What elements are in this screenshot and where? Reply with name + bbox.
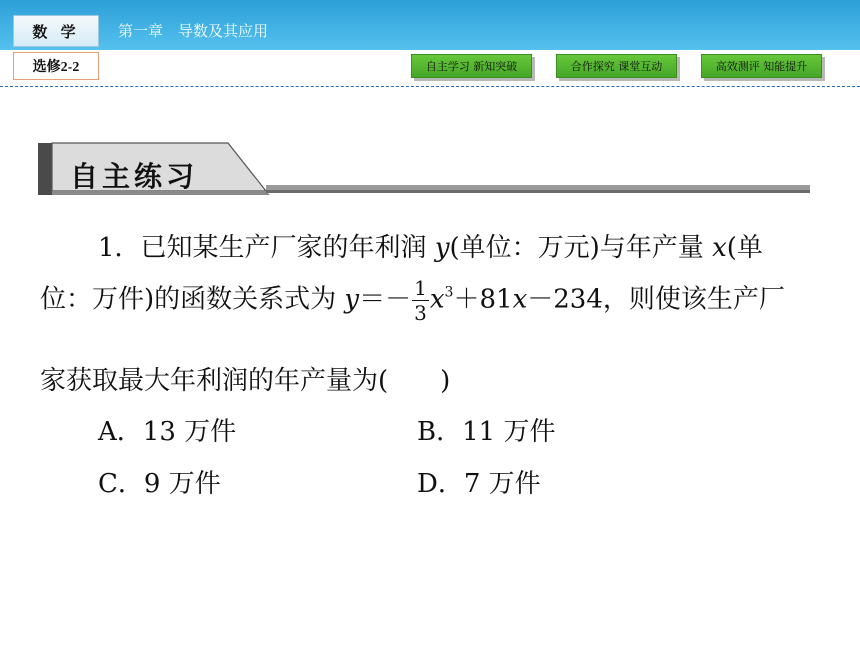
question-line-3: 家获取最大年利润的年产量为( ) [40, 366, 451, 396]
fraction-denominator: 3 [414, 301, 427, 325]
question-text: －234，则使该生产厂 [527, 284, 785, 315]
variable-x: x [512, 284, 528, 315]
variable-x: x [712, 233, 727, 263]
equals-minus: ＝－ [359, 284, 412, 315]
option-b[interactable]: B．11 万件 [417, 417, 556, 447]
question-text: (单位：万元)与年产量 [449, 233, 713, 263]
course-label: 选修2-2 [13, 52, 99, 80]
question-text: 1．已知某生产厂家的年利润 [98, 233, 435, 263]
section-title: 自主练习 [70, 160, 199, 193]
nav-button-cooperative-inquiry[interactable]: 合作探究 课堂互动 [556, 54, 677, 78]
subject-label: 数 学 [13, 15, 99, 47]
question-text: ＋81 [453, 284, 513, 315]
question-text: (单 [726, 233, 763, 263]
question-text: 位：万件)的函数关系式为 [40, 284, 345, 315]
question-line-1 [98, 227, 763, 264]
chapter-title: 第一章 导数及其应用 [118, 22, 269, 40]
variable-y: y [344, 284, 360, 315]
option-c[interactable]: C．9 万件 [98, 469, 221, 499]
exponent: 3 [444, 284, 454, 301]
section-heading [38, 141, 810, 197]
nav-button-self-study[interactable]: 自主学习 新知突破 [411, 54, 532, 78]
question-line-2 [40, 278, 785, 323]
option-d[interactable]: D．7 万件 [417, 469, 541, 499]
fraction [412, 278, 429, 323]
header-divider [0, 86, 860, 87]
variable-x: x [429, 284, 445, 315]
variable-y: y [434, 233, 450, 263]
option-a[interactable]: A．13 万件 [98, 417, 237, 447]
fraction-numerator: 1 [414, 276, 427, 300]
nav-button-assessment[interactable]: 高效测评 知能提升 [701, 54, 822, 78]
